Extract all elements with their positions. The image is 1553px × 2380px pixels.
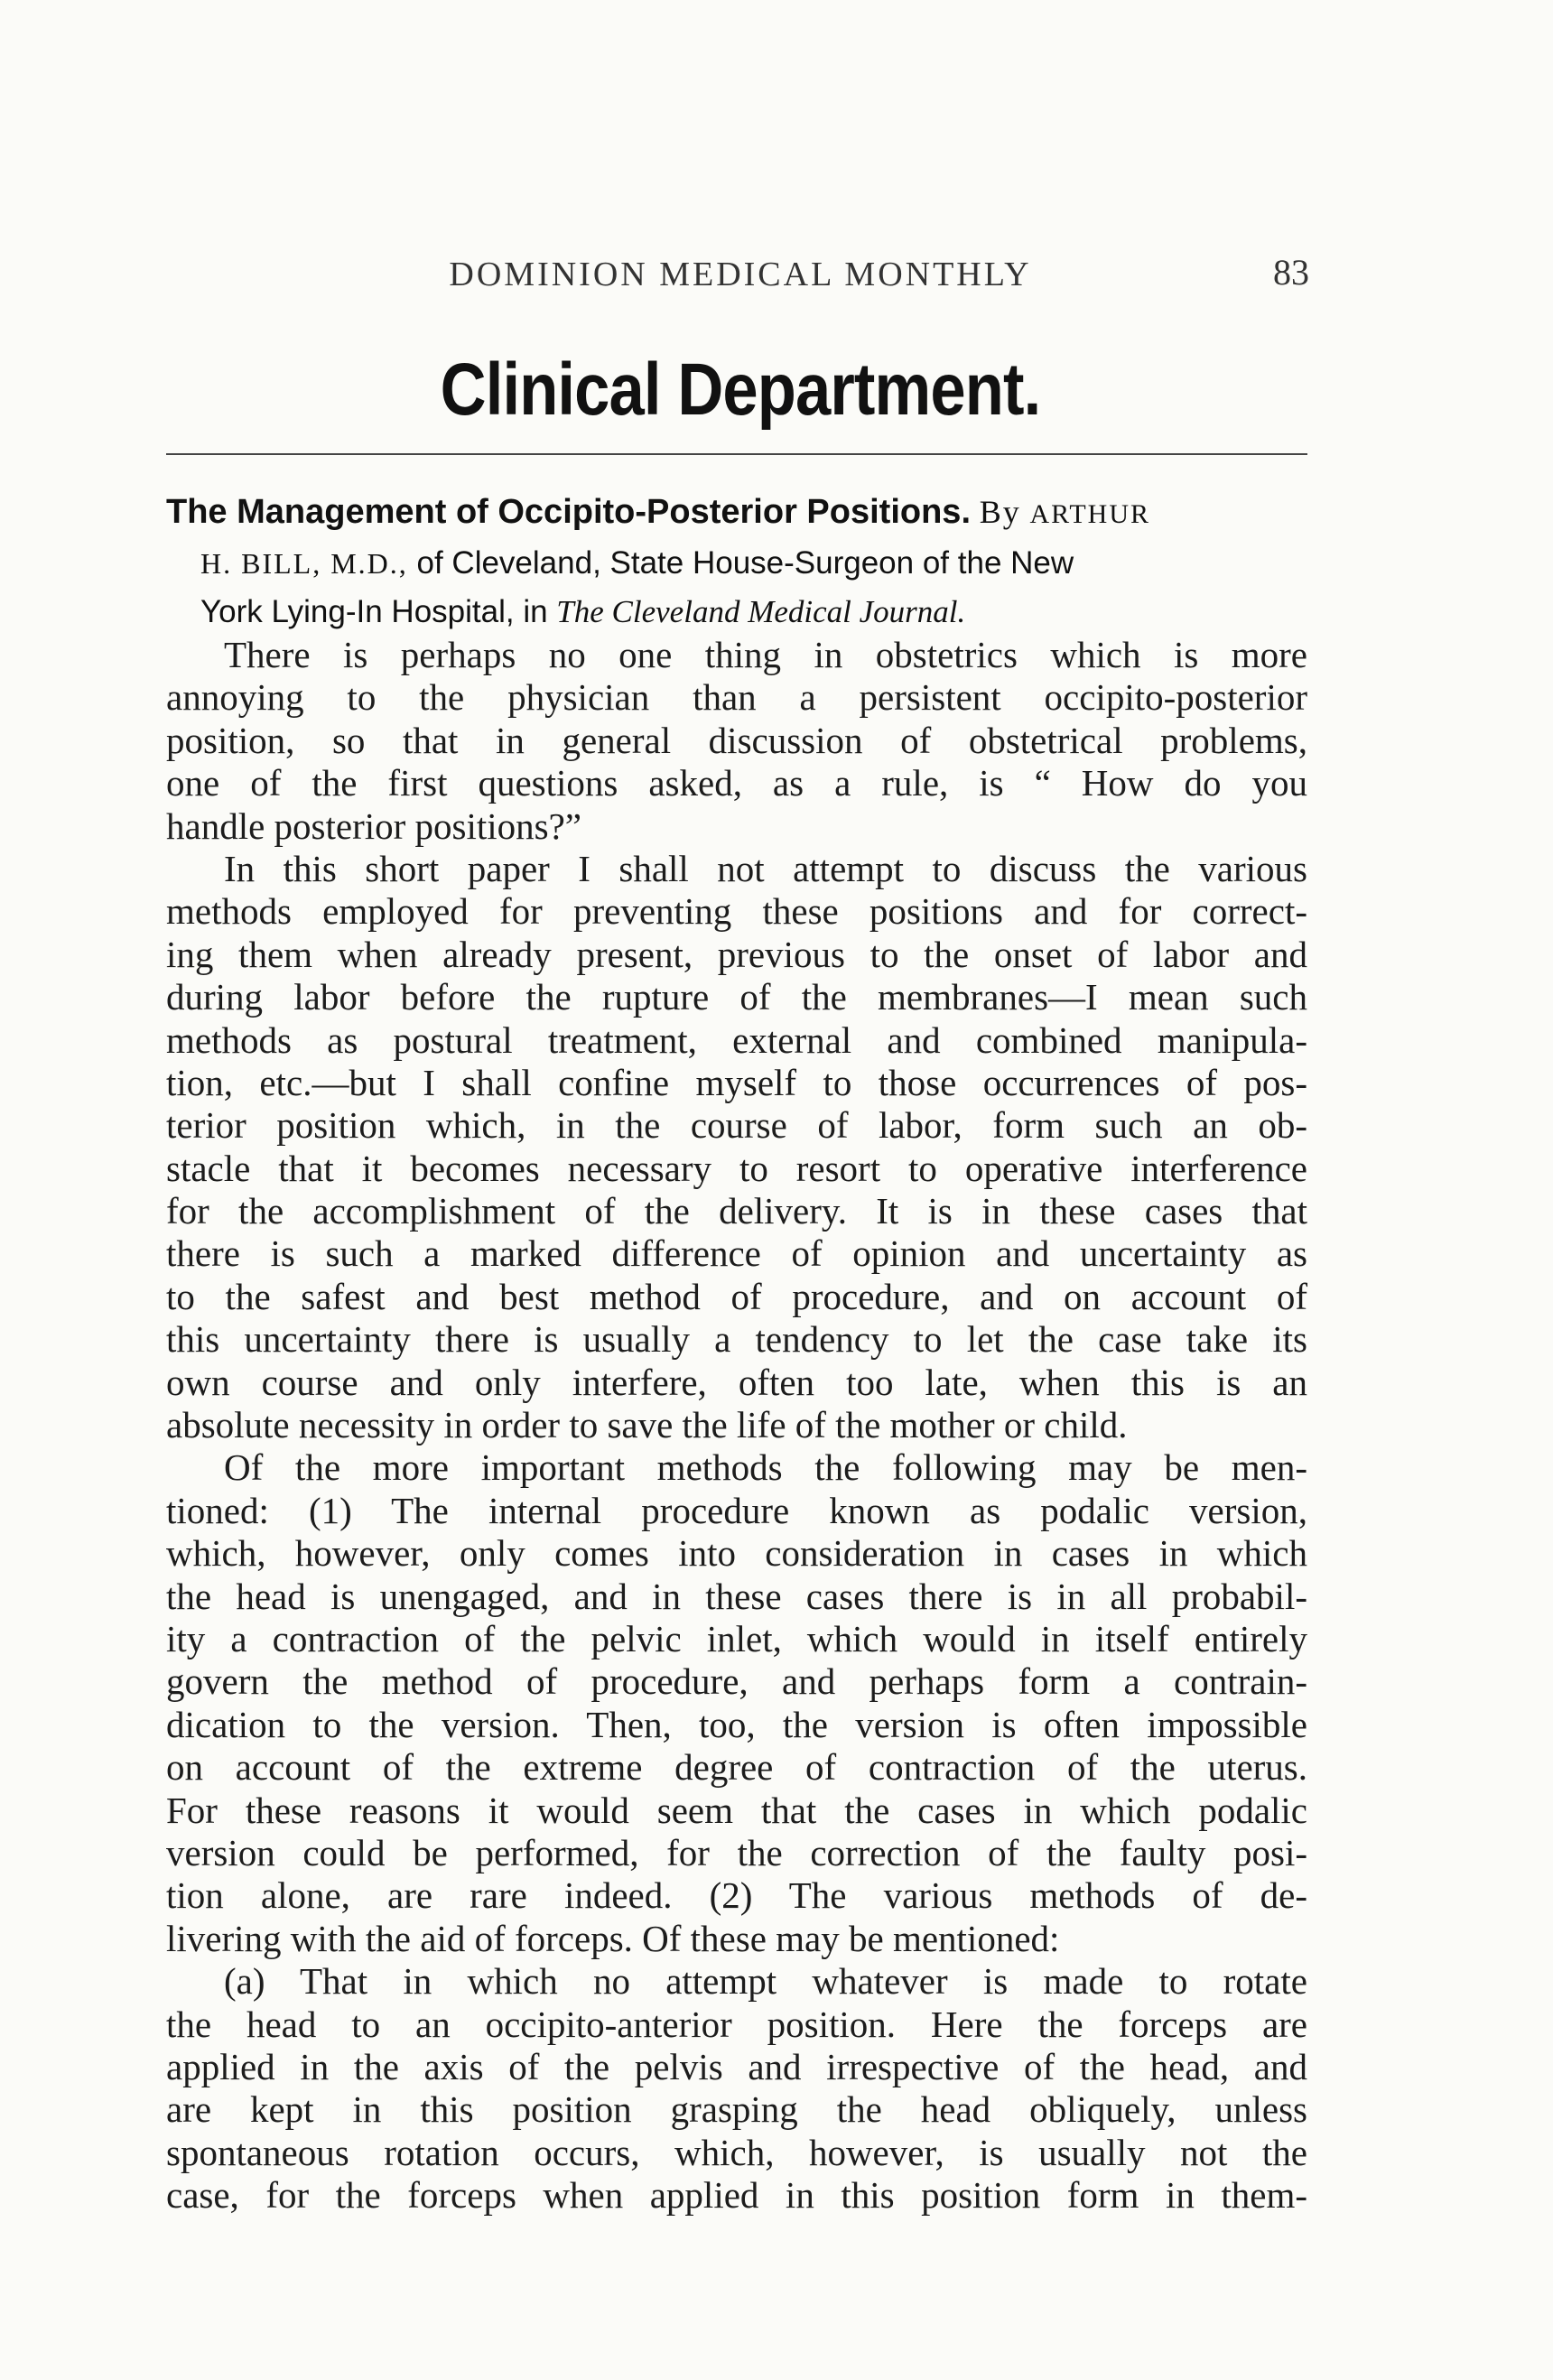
body-line: there is such a marked difference of opinion and uncertainty as [166,1232,1307,1275]
author-affiliation: of Cleveland, State House-Surgeon of the New [416,545,1074,581]
article-heading-line-1 [166,488,1307,539]
body-line: for the accomplishment of the delivery. It is in these cases that [166,1190,1307,1232]
article-heading [166,488,1307,637]
body-line: livering with the aid of forceps. Of these may be mentioned: [166,1917,1060,1959]
journal-title: DOMINION MEDICAL MONTHLY [449,256,1032,293]
department-title: Clinical Department. [440,349,1041,431]
article-body [166,634,1307,2217]
body-line: terior position which, in the course of labor, form such an ob- [166,1104,1307,1147]
author-first-name: ARTHUR [1029,499,1151,529]
source-journal: The Cleveland Medical Journal. [556,594,966,629]
body-line: tion alone, are rare indeed. (2) The various methods of de- [166,1874,1307,1917]
article-heading-line-2 [166,539,1307,588]
body-line: case, for the forceps when applied in this position form in them- [166,2174,1307,2217]
body-line: ing them when already present, previous to the onset of labor and [166,933,1307,975]
body-line: govern the method of procedure, and perhaps form a contrain- [166,1660,1307,1703]
body-line: dication to the version. Then, too, the version is often impossible [166,1703,1307,1745]
body-line: applied in the axis of the pelvis and irrespective of the head, and [166,2045,1307,2087]
body-line: annoying to the physician than a persistent occipito-posterior [166,676,1307,719]
body-line: the head is unengaged, and in these cases there is in all probabil- [166,1575,1307,1617]
byline-by: By [979,494,1021,530]
body-line: handle posterior positions?” [166,804,582,847]
body-line: the head to an occipito-anterior position. Here the forceps are [166,2003,1307,2045]
body-line: are kept in this position grasping the head obliquely, unless [166,2088,1307,2131]
article-heading-line-3 [166,588,1307,637]
body-line: stacle that it becomes necessary to resort to operative interference [166,1147,1307,1189]
body-line: In this short paper I shall not attempt to discuss the various [224,847,1307,889]
hospital-name: York Lying-In Hospital, in [200,594,548,629]
author-name: H. BILL, M.D., [200,547,408,580]
body-line: Of the more important methods the following may be men- [224,1446,1307,1489]
page-number: 83 [1273,252,1309,293]
body-line: own course and only interfere, often too late, when this is an [166,1361,1307,1403]
body-line: on account of the extreme degree of contraction of the uterus. [166,1746,1307,1789]
body-line: this uncertainty there is usually a tendency to let the case take its [166,1318,1307,1361]
body-line: methods employed for preventing these positions and for correct- [166,890,1307,933]
body-line: There is perhaps no one thing in obstetrics which is more [224,634,1307,675]
body-line: methods as postural treatment, external and combined manipula- [166,1018,1307,1061]
body-line: position, so that in general discussion of obstetrical problems, [166,719,1307,761]
body-line: absolute necessity in order to save the life of the mother or child. [166,1404,1128,1446]
body-line: which, however, only comes into consideration in cases in which [166,1532,1307,1575]
title-rule [166,453,1307,455]
article-title: The Management of Occipito-Posterior Positions. [166,493,971,531]
running-head [172,252,1309,300]
body-line: For these reasons it would seem that the cases in which podalic [166,1789,1307,1831]
body-line: to the safest and best method of procedure, and on account of [166,1275,1307,1317]
body-line: version could be performed, for the correction of the faulty posi- [166,1831,1307,1873]
body-line: during labor before the rupture of the membranes—I mean such [166,976,1307,1018]
body-line: spontaneous rotation occurs, which, however, is usually not the [166,2131,1307,2173]
body-line: tioned: (1) The internal procedure known as podalic version, [166,1489,1307,1531]
body-line: one of the first questions asked, as a rule, is “ How do you [166,762,1307,804]
body-line: (a) That in which no attempt whatever is made to rotate [224,1960,1307,2003]
body-line: ity a contraction of the pelvic inlet, which would in itself entirely [166,1617,1307,1659]
body-line: tion, etc.—but I shall confine myself to those occurrences of pos- [166,1061,1307,1103]
